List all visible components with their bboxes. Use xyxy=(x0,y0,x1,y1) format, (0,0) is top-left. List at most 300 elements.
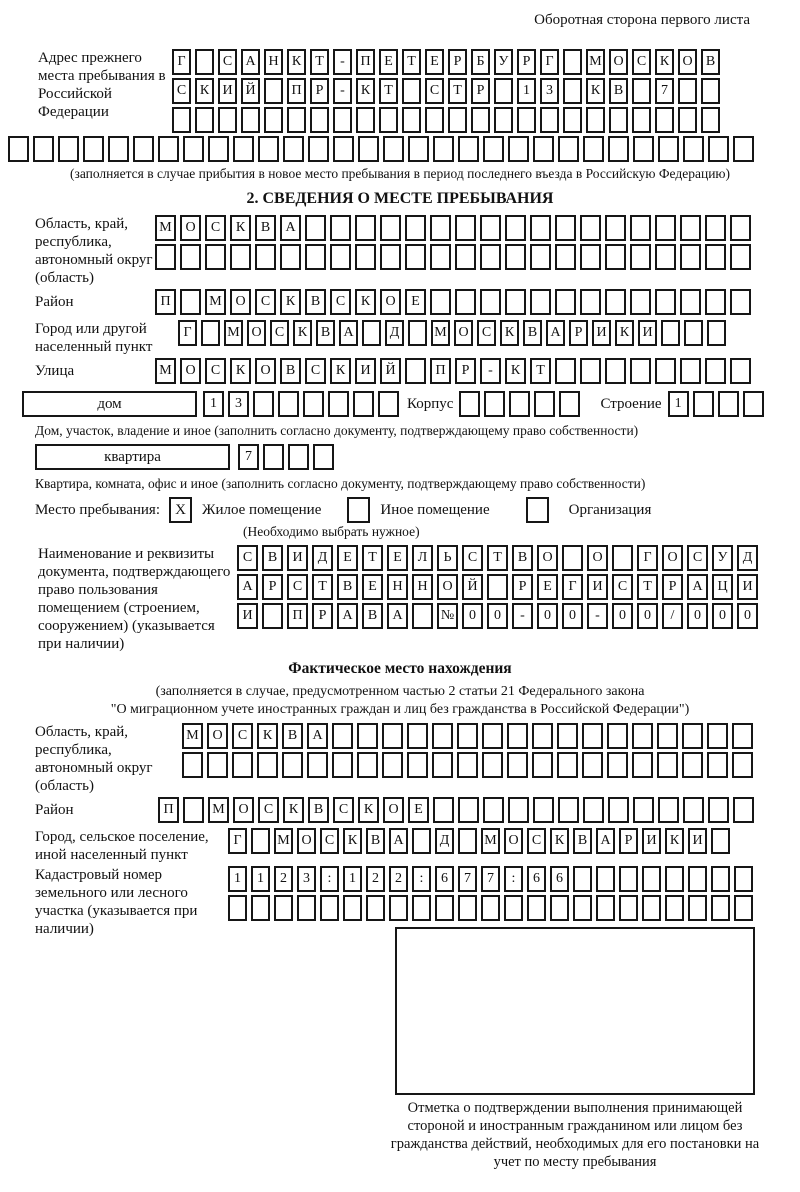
actual-region-grid-row-2[interactable] xyxy=(182,752,800,778)
form-cell[interactable] xyxy=(412,895,431,921)
form-cell[interactable]: Р xyxy=(471,78,490,104)
form-cell[interactable] xyxy=(182,752,203,778)
form-cell[interactable]: Е xyxy=(387,545,408,571)
form-cell[interactable] xyxy=(612,545,633,571)
form-cell[interactable] xyxy=(405,244,426,270)
form-cell[interactable]: 0 xyxy=(562,603,583,629)
form-cell[interactable] xyxy=(582,723,603,749)
form-cell[interactable] xyxy=(455,289,476,315)
form-cell[interactable] xyxy=(658,136,679,162)
form-cell[interactable]: В xyxy=(282,723,303,749)
form-cell[interactable] xyxy=(734,895,753,921)
form-cell[interactable] xyxy=(655,289,676,315)
form-cell[interactable] xyxy=(280,244,301,270)
form-cell[interactable] xyxy=(655,358,676,384)
form-cell[interactable]: Н xyxy=(412,574,433,600)
stroenie-grid[interactable] xyxy=(668,391,768,417)
form-cell[interactable] xyxy=(505,215,526,241)
form-cell[interactable]: О xyxy=(380,289,401,315)
form-cell[interactable] xyxy=(527,895,546,921)
form-cell[interactable] xyxy=(305,244,326,270)
form-cell[interactable]: - xyxy=(480,358,501,384)
document-grid-row-1[interactable] xyxy=(237,545,800,571)
form-cell[interactable] xyxy=(241,107,260,133)
form-cell[interactable]: И xyxy=(587,574,608,600)
form-cell[interactable]: С xyxy=(320,828,339,854)
form-cell[interactable] xyxy=(425,107,444,133)
form-cell[interactable]: О xyxy=(180,358,201,384)
street-grid[interactable] xyxy=(155,358,800,384)
form-cell[interactable]: У xyxy=(494,49,513,75)
document-grid-row-2[interactable] xyxy=(237,574,800,600)
form-cell[interactable] xyxy=(432,723,453,749)
form-cell[interactable]: О xyxy=(247,320,266,346)
form-cell[interactable]: В xyxy=(609,78,628,104)
form-cell[interactable] xyxy=(255,244,276,270)
form-cell[interactable]: М xyxy=(586,49,605,75)
form-cell[interactable] xyxy=(405,358,426,384)
form-cell[interactable] xyxy=(378,391,399,417)
form-cell[interactable]: 1 xyxy=(517,78,536,104)
region-grid-row-1[interactable] xyxy=(155,215,800,241)
form-cell[interactable]: П xyxy=(155,289,176,315)
form-cell[interactable]: Р xyxy=(512,574,533,600)
form-cell[interactable] xyxy=(433,136,454,162)
form-cell[interactable]: 0 xyxy=(537,603,558,629)
form-cell[interactable]: Т xyxy=(379,78,398,104)
form-cell[interactable]: А xyxy=(687,574,708,600)
form-cell[interactable] xyxy=(320,895,339,921)
form-cell[interactable]: № xyxy=(437,603,458,629)
form-cell[interactable] xyxy=(530,244,551,270)
form-cell[interactable] xyxy=(481,895,500,921)
document-grid-row-3[interactable] xyxy=(237,603,800,629)
form-cell[interactable] xyxy=(658,797,679,823)
form-cell[interactable] xyxy=(562,545,583,571)
form-cell[interactable]: М xyxy=(224,320,243,346)
form-cell[interactable] xyxy=(642,866,661,892)
form-cell[interactable] xyxy=(412,603,433,629)
form-cell[interactable] xyxy=(407,752,428,778)
form-cell[interactable] xyxy=(701,107,720,133)
form-cell[interactable] xyxy=(455,244,476,270)
form-cell[interactable] xyxy=(251,828,270,854)
form-cell[interactable]: А xyxy=(387,603,408,629)
form-cell[interactable] xyxy=(630,244,651,270)
form-cell[interactable]: Е xyxy=(362,574,383,600)
form-cell[interactable]: А xyxy=(280,215,301,241)
form-cell[interactable] xyxy=(108,136,129,162)
city-grid[interactable] xyxy=(178,320,800,346)
form-cell[interactable] xyxy=(683,136,704,162)
form-cell[interactable]: Г xyxy=(637,545,658,571)
form-cell[interactable]: Т xyxy=(312,574,333,600)
form-cell[interactable]: К xyxy=(500,320,519,346)
form-cell[interactable]: А xyxy=(546,320,565,346)
form-cell[interactable] xyxy=(408,320,427,346)
form-cell[interactable] xyxy=(730,244,751,270)
form-cell[interactable] xyxy=(705,215,726,241)
form-cell[interactable] xyxy=(458,797,479,823)
form-cell[interactable] xyxy=(705,358,726,384)
form-cell[interactable] xyxy=(195,107,214,133)
form-cell[interactable]: В xyxy=(523,320,542,346)
form-cell[interactable] xyxy=(356,107,375,133)
form-cell[interactable]: В xyxy=(512,545,533,571)
form-cell[interactable] xyxy=(555,244,576,270)
form-cell[interactable] xyxy=(580,215,601,241)
form-cell[interactable]: 6 xyxy=(527,866,546,892)
form-cell[interactable] xyxy=(583,136,604,162)
form-cell[interactable] xyxy=(230,244,251,270)
form-cell[interactable]: В xyxy=(308,797,329,823)
korpus-grid[interactable] xyxy=(459,391,584,417)
form-cell[interactable]: М xyxy=(205,289,226,315)
apartment-grid[interactable] xyxy=(238,444,338,470)
form-cell[interactable] xyxy=(264,107,283,133)
form-cell[interactable]: И xyxy=(237,603,258,629)
form-cell[interactable]: 0 xyxy=(687,603,708,629)
form-cell[interactable]: М xyxy=(182,723,203,749)
form-cell[interactable] xyxy=(707,723,728,749)
form-cell[interactable]: - xyxy=(333,78,352,104)
form-cell[interactable] xyxy=(382,723,403,749)
form-cell[interactable]: Т xyxy=(402,49,421,75)
form-cell[interactable] xyxy=(432,752,453,778)
form-cell[interactable] xyxy=(680,289,701,315)
form-cell[interactable] xyxy=(505,244,526,270)
form-cell[interactable]: И xyxy=(355,358,376,384)
form-cell[interactable] xyxy=(642,895,661,921)
form-cell[interactable]: В xyxy=(701,49,720,75)
form-cell[interactable] xyxy=(355,215,376,241)
form-cell[interactable]: А xyxy=(307,723,328,749)
form-cell[interactable] xyxy=(583,797,604,823)
actual-region-grid-row-1[interactable] xyxy=(182,723,800,749)
form-cell[interactable] xyxy=(534,391,555,417)
form-cell[interactable]: К xyxy=(257,723,278,749)
form-cell[interactable] xyxy=(711,828,730,854)
form-cell[interactable]: О xyxy=(180,215,201,241)
form-cell[interactable]: К xyxy=(293,320,312,346)
form-cell[interactable]: Е xyxy=(379,49,398,75)
form-cell[interactable] xyxy=(605,358,626,384)
form-cell[interactable] xyxy=(33,136,54,162)
form-cell[interactable]: Д xyxy=(737,545,758,571)
organization-checkbox[interactable] xyxy=(526,497,549,523)
form-cell[interactable]: Ь xyxy=(437,545,458,571)
form-cell[interactable]: Р xyxy=(310,78,329,104)
form-cell[interactable]: 2 xyxy=(389,866,408,892)
form-cell[interactable]: О xyxy=(230,289,251,315)
form-cell[interactable]: П xyxy=(158,797,179,823)
form-cell[interactable] xyxy=(693,391,714,417)
form-cell[interactable] xyxy=(455,215,476,241)
form-cell[interactable] xyxy=(262,603,283,629)
form-cell[interactable] xyxy=(233,136,254,162)
form-cell[interactable] xyxy=(355,244,376,270)
form-cell[interactable] xyxy=(263,444,284,470)
form-cell[interactable] xyxy=(705,244,726,270)
form-cell[interactable]: Р xyxy=(312,603,333,629)
form-cell[interactable]: Г xyxy=(228,828,247,854)
form-cell[interactable] xyxy=(232,752,253,778)
form-cell[interactable]: М xyxy=(481,828,500,854)
form-cell[interactable] xyxy=(705,289,726,315)
form-cell[interactable]: К xyxy=(655,49,674,75)
form-cell[interactable] xyxy=(459,391,480,417)
form-cell[interactable] xyxy=(532,752,553,778)
prev-address-grid-row-3[interactable] xyxy=(172,107,800,133)
form-cell[interactable]: Е xyxy=(337,545,358,571)
form-cell[interactable] xyxy=(730,289,751,315)
form-cell[interactable]: С xyxy=(305,358,326,384)
form-cell[interactable] xyxy=(357,752,378,778)
form-cell[interactable] xyxy=(701,78,720,104)
region-grid-row-2[interactable] xyxy=(155,244,800,270)
cadastral-grid-row-2[interactable] xyxy=(228,895,800,921)
form-cell[interactable] xyxy=(532,723,553,749)
form-cell[interactable] xyxy=(155,244,176,270)
form-cell[interactable] xyxy=(530,289,551,315)
form-cell[interactable] xyxy=(253,391,274,417)
form-cell[interactable] xyxy=(609,107,628,133)
form-cell[interactable] xyxy=(555,215,576,241)
form-cell[interactable]: С xyxy=(258,797,279,823)
form-cell[interactable]: Г xyxy=(178,320,197,346)
form-cell[interactable] xyxy=(494,107,513,133)
form-cell[interactable] xyxy=(405,215,426,241)
form-cell[interactable] xyxy=(407,723,428,749)
form-cell[interactable]: М xyxy=(155,215,176,241)
form-cell[interactable] xyxy=(205,244,226,270)
cadastral-grid-row-1[interactable] xyxy=(228,866,800,892)
form-cell[interactable] xyxy=(362,320,381,346)
form-cell[interactable]: О xyxy=(609,49,628,75)
form-cell[interactable] xyxy=(573,866,592,892)
form-cell[interactable]: О xyxy=(678,49,697,75)
form-cell[interactable] xyxy=(619,866,638,892)
form-cell[interactable]: В xyxy=(262,545,283,571)
form-cell[interactable] xyxy=(711,866,730,892)
form-cell[interactable]: И xyxy=(737,574,758,600)
form-cell[interactable] xyxy=(557,723,578,749)
form-cell[interactable]: Р xyxy=(662,574,683,600)
form-cell[interactable] xyxy=(550,895,569,921)
form-cell[interactable] xyxy=(555,289,576,315)
form-cell[interactable]: Г xyxy=(562,574,583,600)
form-cell[interactable] xyxy=(680,358,701,384)
form-cell[interactable] xyxy=(732,752,753,778)
form-cell[interactable]: И xyxy=(218,78,237,104)
form-cell[interactable]: С xyxy=(527,828,546,854)
form-cell[interactable]: Н xyxy=(387,574,408,600)
form-cell[interactable] xyxy=(333,136,354,162)
form-cell[interactable] xyxy=(555,358,576,384)
form-cell[interactable] xyxy=(596,866,615,892)
form-cell[interactable] xyxy=(482,723,503,749)
form-cell[interactable]: Д xyxy=(435,828,454,854)
form-cell[interactable]: И xyxy=(688,828,707,854)
form-cell[interactable] xyxy=(435,895,454,921)
form-cell[interactable] xyxy=(133,136,154,162)
form-cell[interactable]: Д xyxy=(312,545,333,571)
form-cell[interactable] xyxy=(734,866,753,892)
form-cell[interactable]: 1 xyxy=(228,866,247,892)
form-cell[interactable]: Е xyxy=(537,574,558,600)
form-cell[interactable] xyxy=(389,895,408,921)
form-cell[interactable] xyxy=(158,136,179,162)
form-cell[interactable] xyxy=(732,723,753,749)
district-grid[interactable] xyxy=(155,289,800,315)
form-cell[interactable] xyxy=(607,752,628,778)
form-cell[interactable] xyxy=(380,215,401,241)
form-cell[interactable] xyxy=(313,444,334,470)
form-cell[interactable] xyxy=(657,723,678,749)
form-cell[interactable]: С xyxy=(287,574,308,600)
form-cell[interactable] xyxy=(730,215,751,241)
form-cell[interactable] xyxy=(682,752,703,778)
form-cell[interactable]: Т xyxy=(310,49,329,75)
form-cell[interactable]: В xyxy=(362,603,383,629)
form-cell[interactable] xyxy=(310,107,329,133)
form-cell[interactable]: В xyxy=(366,828,385,854)
form-cell[interactable]: Г xyxy=(540,49,559,75)
form-cell[interactable] xyxy=(680,244,701,270)
form-cell[interactable] xyxy=(228,895,247,921)
form-cell[interactable] xyxy=(632,107,651,133)
form-cell[interactable] xyxy=(484,391,505,417)
form-cell[interactable]: 3 xyxy=(297,866,316,892)
form-cell[interactable]: 7 xyxy=(655,78,674,104)
form-cell[interactable] xyxy=(482,752,503,778)
form-cell[interactable] xyxy=(632,723,653,749)
form-cell[interactable]: К xyxy=(356,78,375,104)
form-cell[interactable] xyxy=(328,391,349,417)
form-cell[interactable] xyxy=(58,136,79,162)
form-cell[interactable] xyxy=(619,895,638,921)
form-cell[interactable] xyxy=(505,289,526,315)
form-cell[interactable] xyxy=(257,752,278,778)
form-cell[interactable] xyxy=(504,895,523,921)
form-cell[interactable] xyxy=(630,215,651,241)
form-cell[interactable] xyxy=(303,391,324,417)
form-cell[interactable] xyxy=(563,49,582,75)
form-cell[interactable]: О xyxy=(537,545,558,571)
form-cell[interactable] xyxy=(557,752,578,778)
form-cell[interactable] xyxy=(480,215,501,241)
form-cell[interactable]: Т xyxy=(362,545,383,571)
form-cell[interactable]: К xyxy=(330,358,351,384)
form-cell[interactable]: 0 xyxy=(487,603,508,629)
form-cell[interactable]: О xyxy=(662,545,683,571)
form-cell[interactable]: М xyxy=(274,828,293,854)
form-cell[interactable] xyxy=(632,752,653,778)
form-cell[interactable]: У xyxy=(712,545,733,571)
form-cell[interactable]: О xyxy=(207,723,228,749)
form-cell[interactable]: С xyxy=(477,320,496,346)
form-cell[interactable] xyxy=(573,895,592,921)
form-cell[interactable] xyxy=(708,797,729,823)
form-cell[interactable] xyxy=(530,215,551,241)
form-cell[interactable]: 0 xyxy=(612,603,633,629)
form-cell[interactable] xyxy=(678,78,697,104)
form-cell[interactable] xyxy=(508,136,529,162)
form-cell[interactable]: В xyxy=(316,320,335,346)
form-cell[interactable] xyxy=(655,215,676,241)
form-cell[interactable] xyxy=(558,136,579,162)
form-cell[interactable]: 0 xyxy=(712,603,733,629)
form-cell[interactable] xyxy=(218,107,237,133)
form-cell[interactable]: О xyxy=(437,574,458,600)
form-cell[interactable] xyxy=(633,797,654,823)
form-cell[interactable]: М xyxy=(155,358,176,384)
form-cell[interactable] xyxy=(682,723,703,749)
form-cell[interactable] xyxy=(458,136,479,162)
form-cell[interactable] xyxy=(471,107,490,133)
form-cell[interactable]: Й xyxy=(380,358,401,384)
form-cell[interactable]: С xyxy=(237,545,258,571)
form-cell[interactable] xyxy=(608,797,629,823)
form-cell[interactable]: С xyxy=(270,320,289,346)
form-cell[interactable]: В xyxy=(255,215,276,241)
form-cell[interactable] xyxy=(711,895,730,921)
form-cell[interactable]: К xyxy=(355,289,376,315)
form-cell[interactable]: Р xyxy=(517,49,536,75)
form-cell[interactable] xyxy=(733,797,754,823)
form-cell[interactable] xyxy=(353,391,374,417)
form-cell[interactable] xyxy=(383,136,404,162)
form-cell[interactable] xyxy=(683,797,704,823)
form-cell[interactable] xyxy=(343,895,362,921)
form-cell[interactable] xyxy=(208,136,229,162)
form-cell[interactable]: К xyxy=(280,289,301,315)
form-cell[interactable] xyxy=(274,895,293,921)
form-cell[interactable] xyxy=(596,895,615,921)
form-cell[interactable]: К xyxy=(287,49,306,75)
form-cell[interactable]: Р xyxy=(569,320,588,346)
form-cell[interactable]: Р xyxy=(262,574,283,600)
form-cell[interactable]: С xyxy=(205,358,226,384)
form-cell[interactable] xyxy=(508,797,529,823)
form-cell[interactable] xyxy=(665,866,684,892)
form-cell[interactable]: 1 xyxy=(343,866,362,892)
form-cell[interactable]: : xyxy=(412,866,431,892)
form-cell[interactable] xyxy=(457,752,478,778)
form-cell[interactable]: О xyxy=(233,797,254,823)
form-cell[interactable] xyxy=(633,136,654,162)
form-cell[interactable]: П xyxy=(430,358,451,384)
form-cell[interactable]: О xyxy=(255,358,276,384)
form-cell[interactable]: - xyxy=(512,603,533,629)
form-cell[interactable] xyxy=(580,244,601,270)
form-cell[interactable] xyxy=(483,136,504,162)
form-cell[interactable] xyxy=(563,107,582,133)
form-cell[interactable] xyxy=(607,723,628,749)
form-cell[interactable] xyxy=(330,244,351,270)
form-cell[interactable] xyxy=(678,107,697,133)
form-cell[interactable] xyxy=(509,391,530,417)
form-cell[interactable] xyxy=(630,289,651,315)
form-cell[interactable]: О xyxy=(383,797,404,823)
form-cell[interactable]: - xyxy=(333,49,352,75)
form-cell[interactable] xyxy=(183,797,204,823)
form-cell[interactable] xyxy=(282,752,303,778)
form-cell[interactable]: - xyxy=(587,603,608,629)
form-cell[interactable]: А xyxy=(237,574,258,600)
form-cell[interactable]: В xyxy=(280,358,301,384)
form-cell[interactable] xyxy=(332,723,353,749)
